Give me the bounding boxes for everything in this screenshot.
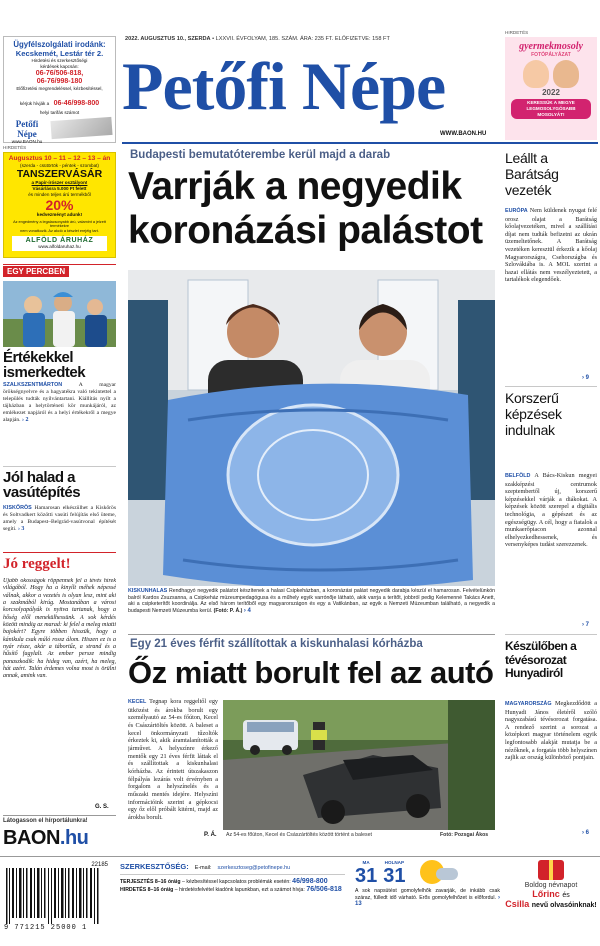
right-story3-ref[interactable]: › 6 xyxy=(582,830,590,836)
ad-cta-2: LEGMOSOLYGÓSABB xyxy=(526,106,576,111)
footer-line1-label: TERJESZTÉS 8–16 óráig xyxy=(120,879,181,885)
story1-place: SZALKSZENTMÁRTON xyxy=(3,382,63,388)
alfold-line1: Vásárlásra 5.000 Ft felett xyxy=(32,185,87,191)
story1-title[interactable]: Értékekkel ismerkedtek xyxy=(3,349,86,381)
story1-body xyxy=(3,382,116,424)
ad-child-photo-2 xyxy=(553,60,579,88)
alfold-sub: (szerda - csütörtök - péntek - szombat) xyxy=(20,162,99,168)
alfold-title: TANSZERVÁSÁR xyxy=(16,167,103,180)
nameday-label: Boldog névnapot xyxy=(524,882,578,889)
newspaper-image xyxy=(50,117,112,139)
ad-child-photo-1 xyxy=(523,60,549,88)
story2-text: Hamarosan elkészülhet a Kiskőrös és Soltvadkert közötti vasúti felújítás első üteme, amely a Budapest–Belgrád-vasútvonal építését segíti. xyxy=(3,505,116,532)
ad-top-line4: kérjük hívják a xyxy=(19,101,50,106)
cloud-icon xyxy=(436,868,458,880)
right-story1-text: Nem küldenek nyugat felé orosz olajat a Barátság kőolajvezetéken, mivel a szállítási díjat nem tudták befizetni az ukrán üzemeltetőnek. A Barátság vezetéken keresztül érkezik a kőolaj Magyarországra, Csehországba és Szlovákiába is. A MOL szerint a hazai ellátás nem veszélyeztetett, a tartalékok elegendőek. xyxy=(505,207,597,284)
hirdetes-label-right: HIRDETÉS xyxy=(505,30,529,35)
lead-ref[interactable]: › 4 xyxy=(243,608,251,615)
egy-percben-label: EGY PERCBEN xyxy=(3,266,69,277)
lead-caption xyxy=(128,588,495,615)
lead-photo[interactable] xyxy=(128,270,495,586)
story1-ref[interactable]: › 2 xyxy=(21,417,29,423)
footer-line2-label: HIRDETÉS 8–16 óráig xyxy=(120,887,174,893)
weather-tomorrow-temp: 31 xyxy=(383,865,406,887)
baon-logo[interactable] xyxy=(3,827,88,850)
alfold-percent-sub: kedvezményt adunk! xyxy=(36,211,83,217)
ad-top-phone3: 06-46/998-800 xyxy=(53,100,100,107)
right-story1-ref[interactable]: › 9 xyxy=(582,375,590,381)
right-story2-place: BELFÖLD xyxy=(505,473,531,479)
baon-promo-label: Látogasson el hírportálunkra! xyxy=(3,818,88,824)
mini-masthead xyxy=(7,119,47,144)
editorial-box xyxy=(120,862,345,894)
ad-top-phone2: 06-76/998-180 xyxy=(36,78,83,85)
right-story3-title[interactable]: Készülőben a tévésorozat Hunyadiról xyxy=(505,639,577,680)
nameday-box xyxy=(505,860,597,942)
masthead-url[interactable]: WWW.BAON.HU xyxy=(440,131,487,137)
ad-cta-1: KERESSÜK A MEGYE xyxy=(527,100,575,105)
weather-ref[interactable]: › 13 xyxy=(355,894,500,908)
lead-caption-place: KISKUNHALAS xyxy=(128,588,168,594)
lead-caption-credit: (Fotó: P. Á.) xyxy=(213,608,243,615)
left-ad-top[interactable] xyxy=(3,36,116,143)
ad-top-line3: Előfizetési megrendeléssel, kézbesítéssel, xyxy=(16,86,103,91)
editorial-email[interactable]: szerkesztoseg@petofinepe.hu xyxy=(217,865,291,871)
ad-top-title: Ügyfélszolgálati irodánk: xyxy=(13,40,106,49)
alfold-dates: Augusztus 10 – 11 – 12 – 13 – án xyxy=(8,155,111,162)
alfold-store: ALFÖLD ÁRUHÁZ xyxy=(25,237,94,245)
right-story2-body xyxy=(505,472,597,624)
alfold-url: www.alfoldaruhaz.hu xyxy=(38,244,81,250)
right-story3-place: MAGYARORSZÁG xyxy=(505,701,552,707)
barcode-issue: 22185 xyxy=(91,862,108,868)
second-photo[interactable] xyxy=(223,700,495,830)
second-sign: P. Á. xyxy=(204,832,217,838)
gift-icon xyxy=(538,860,564,880)
top-right-ad[interactable] xyxy=(505,37,597,140)
lead-kicker: Budapesti bemutatóterembe kerül majd a darab xyxy=(130,149,391,161)
right-story1-body xyxy=(505,207,597,375)
lead-headline-2: koronázási palástot xyxy=(128,209,483,252)
story2-title[interactable]: Jól halad a vasútépítés xyxy=(3,469,81,501)
masthead-issue: LXXVII. ÉVFOLYAM, 185. SZÁM. ÁRA: 235 FT. ELŐFIZETVE: 158 FT xyxy=(215,36,390,42)
footer-line2-text: – hirdetésfelvétel kiadónk lapunkban, ezt a számot hívja: xyxy=(174,887,305,893)
weather-box xyxy=(355,860,500,940)
second-kicker: Egy 21 éves férfit szállítottak a kiskunhalasi kórházba xyxy=(130,638,423,650)
ad-top-line2: kérdések kapcsán: xyxy=(40,64,79,69)
second-photo-caption: Az 54-es főúton, Kecel és Császártöltés között történt a baleset xyxy=(226,832,372,838)
right-story2-title[interactable]: Korszerű képzések indulnak xyxy=(505,390,562,438)
jo-reggelt-title[interactable]: Jó reggelt! xyxy=(3,556,71,572)
left-ad-alfold[interactable] xyxy=(3,152,116,258)
weather-tomorrow-label: HOLNAP xyxy=(384,860,405,865)
ad-cta-3: MOSOLYÁT! xyxy=(537,112,565,117)
ad-top-line5: helyi tarifás számot xyxy=(39,110,80,115)
barcode-bars xyxy=(4,868,104,924)
mini-logo: Petőfi Népe xyxy=(15,119,39,139)
lead-headline-1: Varrják a negyedik xyxy=(128,165,462,208)
jo-reggelt-body: Újabb okosságok röppennek fel a tévés hírek világából. Hogy ha a kinyílt méhek népessé válnak, akkor a vezetés is olyan lesz, mint aki a szakmából kirúg. Mostanában a városi korcsolyapályák is nyitva tartanak, hogy a hőség elől menekülhessünk. A sok kérdés között mindig az marad: ki felel a meleg miatti bajokért? Egyre többen hisszük, hogy a kánikula csak múló rossz álom. Hiszen ez is a nyár része, akár a tábortűz, a strand és a hűsítő fagylalt. Az ember persze mindig panaszkodik: ha hideg van, azért, ha meleg, hát azért. Talán érdemes volna most is örülni annak, amink van. xyxy=(3,578,116,680)
right-story1-place: EURÓPA xyxy=(505,208,528,214)
weather-text: A sok napsütést gomolyfelhők zavarják, de inkább csak száraz, fülledt idő várható. Erős gomolyfelhőzet is előfordul. xyxy=(355,888,500,901)
story2-ref[interactable]: › 3 xyxy=(17,526,25,532)
alfold-line2: és minden teljes árú termékből xyxy=(28,191,91,197)
second-body xyxy=(128,698,218,834)
lead-headline[interactable] xyxy=(128,165,498,253)
barcode-digits: 9 771215 25000 1 xyxy=(4,924,88,932)
baon-logo-tld: .hu xyxy=(59,827,89,849)
weather-today-temp: 31 xyxy=(355,865,378,887)
editorial-email-label: E-mail: xyxy=(194,865,212,871)
right-story3-body xyxy=(505,700,597,826)
hirdetes-label-left: HIRDETÉS xyxy=(3,145,27,150)
story2-body xyxy=(3,505,116,533)
story2-place: KISKŐRÖS xyxy=(3,505,32,511)
masthead-title[interactable]: Petőfi Népe xyxy=(122,48,446,124)
alfold-percent: 20% xyxy=(45,196,74,213)
nameday-2: Csilla xyxy=(505,899,530,909)
right-story2-text: A Bács-Kiskun megyei szakképzési centrumok szeptembertől új, korszerű képzésekkel várják a diákokat. A képzések között szerepel a digitális technológia, a gépészet és az egészségügy. A cél, hogy a fiatalok a munkaerőpiacon azonnal elhelyezkedhessenek, és versenyképes tudást szerezzenek. xyxy=(505,472,597,549)
weather-today-label: MA xyxy=(362,860,370,865)
editorial-label: SZERKESZTŐSÉG: xyxy=(120,862,189,871)
barcode xyxy=(4,862,114,940)
alfold-title-sub: a Papír-írószer osztályon! xyxy=(31,179,88,185)
mini-url: www.BAON.hu xyxy=(11,139,43,144)
second-text: Tegnap kora reggeltől egy ütközést és árokba borult egy személyautó az 54-es főúton, Kecel és Császártöltés között. A baleset a kecel önkormányzati tűzoltók érkeztek ki, akik áramtalanították a járművet. A helyszínre érkező mentők egy 21 éves férfit láttak el és szállítottak a kiskunhalasi kórházba. Az érintett útszakaszon félpályás lezárás volt érvényben a forgalom a helyszínelés és a műszaki mentés idejére. Helyszíni információink szerint a gépkocsi egy őz elől próbált kitérni, majd az árokba borult. xyxy=(128,698,218,821)
right-story3-text: Megkezdődött a Hunyadi János életéről szóló nagyszabású tévésorozat forgatása. A rendező szerint a sorozat a középkori magyar történelem egyik legfontosabb alakját mutatja be a nézőknek, a forgatás több helyszínen zajlik az ország különböző pontjain. xyxy=(505,700,597,762)
right-story2-ref[interactable]: › 7 xyxy=(582,622,590,628)
ad-gyermek-title: gyermekmosoly xyxy=(519,41,583,52)
alfold-fine1: Az engedmény a legalacsonyabb árú, valamint a jelzett termékekre xyxy=(13,219,106,229)
nameday-and: és xyxy=(562,892,570,899)
masthead-dateline: 2022. AUGUSZTUS 10., SZERDA • LXXVII. ÉVFOLYAM, 185. SZÁM. ÁRA: 235 FT. ELŐFIZETVE: 158 FT xyxy=(125,36,390,42)
ad-gyermek-year: 2022 xyxy=(542,88,560,97)
jo-reggelt-sign: G. S. xyxy=(95,804,109,810)
second-headline[interactable]: Őz miatt borult fel az autó xyxy=(128,655,494,690)
ad-top-address: Kecskemét, Lestár tér 2. xyxy=(15,49,104,58)
right-story1-title[interactable]: Leállt a Barátság vezeték xyxy=(505,150,559,198)
egy-percben-photo xyxy=(3,281,116,347)
footer-line1-phone[interactable]: 46/998-800 xyxy=(292,878,328,885)
second-photo-credit: Fotó: Pozsgai Ákos xyxy=(440,832,489,838)
nameday-tail: nevű olvasóinknak! xyxy=(531,902,597,909)
lead-caption-text: Rendhagyó negyedik palástot készítenek a halasi Csipkeházban, a koronázási palást negyedik darabja készül el hamarosan. Felvételünkön balról Kardos Zsuzsanna, a Csipkeház múzeumpedagógusa és a műhely egyik varrónője látható, akik varrja a terítőt, jobbról pedig Kelemenné Takács Anett, aki a csipketerítőt koordinálja. Az első három terítőből egy magyarországon és egy a Vatikánban, az egyik a Nemzeti Múzeumban található, a negyedik a budapesti Nemzeti Múzeumba kerül. xyxy=(128,588,495,615)
ad-top-line1: Hirdetési és szerkesztőségi xyxy=(31,58,88,63)
nameday-1: Lőrinc xyxy=(532,889,560,899)
masthead-date: 2022. AUGUSZTUS 10., SZERDA xyxy=(125,36,211,42)
baon-logo-main: BAON xyxy=(3,827,60,849)
alfold-fine2: nem vonatkozik. Az akció a készlet erejéig tart. xyxy=(20,228,99,233)
footer-line1-text: – kézbesítéssel kapcsolatos problémák esetén: xyxy=(182,879,291,885)
ad-top-phone1: 06-76/506-818, xyxy=(35,70,84,77)
footer-line2-phone[interactable]: 76/506-818 xyxy=(306,886,342,893)
jo-reggelt-text xyxy=(3,578,116,804)
second-place: KECEL xyxy=(128,699,147,705)
story1-text: A magyar örökségnyelvre és a hagyatékra való tekintettel a település tudták nyilvántartani. Kiállítás nyílt a tájházban a helytörténeti kör munkájáról, az emlékezet napjáról és a helyi értékekről a megye alapján. xyxy=(3,382,117,423)
ad-gyermek-sub: FOTÓPÁLYÁZAT xyxy=(531,52,571,58)
